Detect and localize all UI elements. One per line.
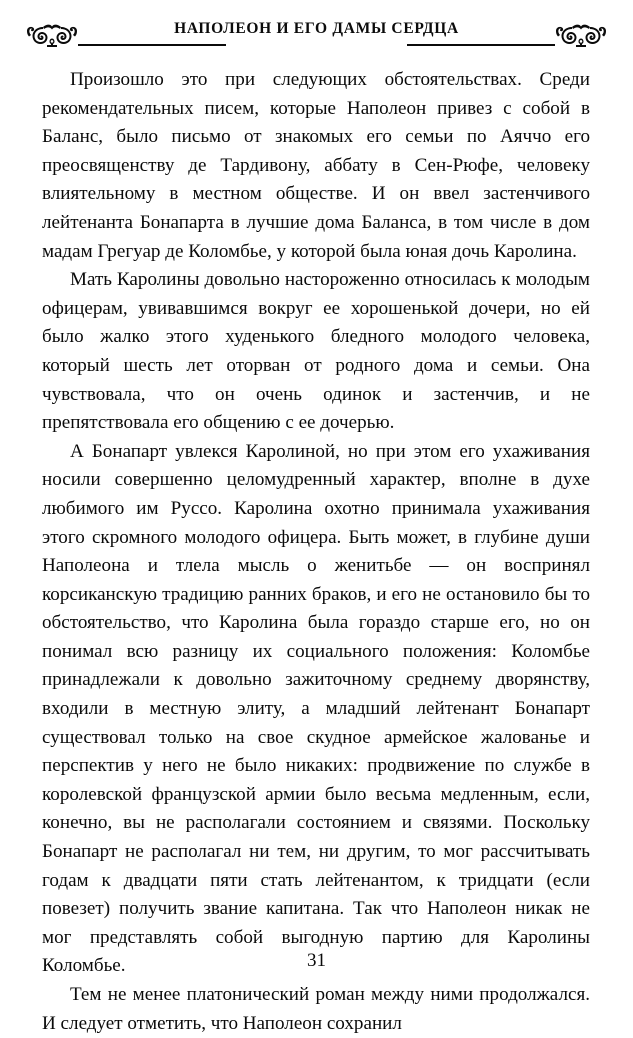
paragraph: Тем не менее платонический роман между ними продолжался. И следует отметить, что Наполеон сохранил: [42, 984, 590, 1034]
running-head: [26, 22, 607, 56]
running-head-center: [78, 22, 555, 52]
paragraph: Мать Каролины довольно настороженно относилась к молодым офицерам, увивавшимся вокруг ее хорошенькой дочери, но ей было жалко этого худенького бледного молодого человека, который шесть лет оторван от родного дома и семьи. Она чувствовала, что он очень одинок и застенчив, и не препятствовала его общению с ее дочерью.: [42, 269, 590, 434]
paragraph: А Бонапарт увлекся Каролиной, но при этом его ухаживания носили совершенно целомудренный характер, вполне в духе любимого им Руссо. Каролина охотно принимала ухаживания этого скромного молодого офицера. Быть может, в глубине души Наполеона и тлела мысль о женитьбе — он воспринял корсиканскую традицию ранних браков, и его не остановило бы то обстоятельство, что Каролина была гораздо старше его, но он понимал всю разницу их социального положения: Коломбье принадлежали к довольно зажиточному среднему дворянству, входили в местную элиту, а младший лейтенант Бонапарт существовал только на свое скудное армейское жалованье и перспектив у него не было никаких: продвижение по службе в королевской французской армии было весьма медленным, если, конечно, вы не располагали состоянием и связями. Поскольку Бонапарт не располагал ни тем, ни другим, то мог рассчитывать годам к двадцати пяти стать лейтенантом, к тридцати (если повезет) получить звание капитана. Так что Наполеон никак не мог представлять собой выгодную партию для Каролины Коломбье.: [42, 440, 590, 977]
running-head-rule-left: [78, 44, 226, 46]
page-number: 31: [307, 950, 326, 971]
running-head-title: НАПОЛЕОН И ЕГО ДАМЫ СЕРДЦА: [174, 20, 459, 37]
running-head-rule-right: [407, 44, 555, 46]
body-text: [42, 66, 590, 1038]
scroll-flourish-ornament: [555, 22, 607, 52]
scroll-flourish-ornament: [26, 22, 78, 52]
paragraph: Произошло это при следующих обстоятельствах. Среди рекомендательных писем, которые Наполеон привез с собой в Баланс, было письмо от знакомых его семьи по Аяччо его преосвященству де Тардивону, аббату в Сен-Рюфе, человеку влиятельному в местном обществе. И он ввел застенчивого лейтенанта Бонапарта в лучшие дома Баланса, в том числе в дом мадам Грегуар де Коломбье, у которой была юная дочь Каролина.: [42, 69, 590, 262]
